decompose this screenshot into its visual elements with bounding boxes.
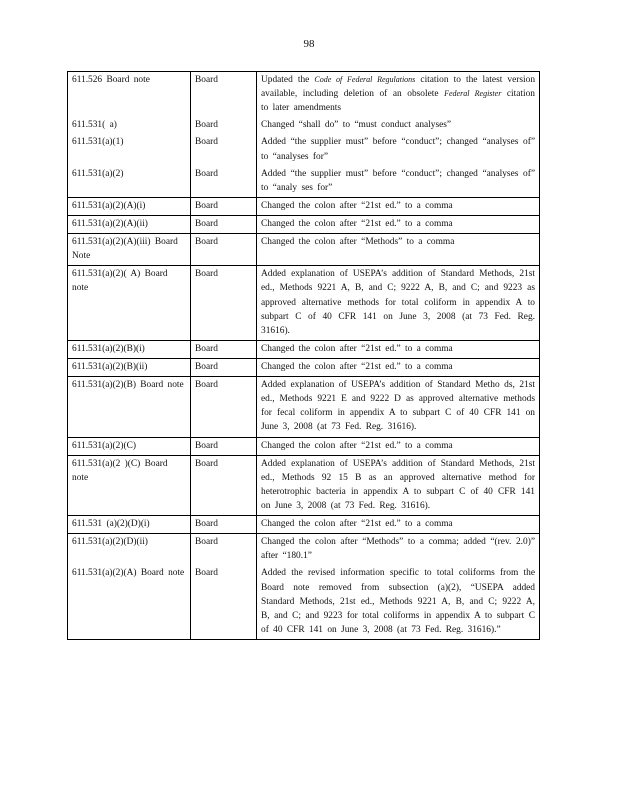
description-cell: Added explanation of USEPA’s addition of Standard Methods, 21st ed., Methods 92 15 B as an approved alternative method for heterotrophic bacteria in appendix A to subpart C of 40 CFR 141 on June 3, 2008 (at 73 Fed. Reg. 31616). [257, 455, 540, 515]
cfr-title: Code of Federal Regulations [314, 75, 416, 84]
table-row [68, 117, 540, 134]
section-cell: 611.531(a)(2)(B)(ii) [68, 358, 191, 376]
table-row [68, 358, 540, 376]
table-row [68, 565, 540, 639]
by-cell: Board [191, 534, 257, 566]
table-row [68, 134, 540, 165]
section-cell: 611.531(a)(2 )(C) Board note [68, 455, 191, 515]
by-cell: Board [191, 197, 257, 215]
description-cell: Changed the colon after “Methods” to a comma [257, 234, 540, 266]
by-cell: Board [191, 340, 257, 358]
by-cell: Board [191, 72, 257, 118]
table-row [68, 340, 540, 358]
section-cell: 611.531(a)(2)(A)(iii) Board Note [68, 234, 191, 266]
section-cell: 611.531(a)(2)(B)(i) [68, 340, 191, 358]
section-cell: 611.531(a)(2)(B) Board note [68, 377, 191, 437]
table-row [68, 215, 540, 233]
description-cell: Changed the colon after “21st ed.” to a comma [257, 437, 540, 455]
table-row [68, 534, 540, 566]
description-cell: Added “the supplier must” before “conduct”; changed “analyses of” to “analy ses for” [257, 166, 540, 198]
table-row [68, 166, 540, 198]
description-cell: Added explanation of USEPA’s addition of Standard Methods, 21st ed., Methods 9221 A, B, and C; 9222 A, B, and C; and 9223 as approved alternative methods for total coliform in appendix A to subpart C of 40 CFR 141 on June 3, 2008 (at 73 Fed. Reg. 31616). [257, 266, 540, 341]
table-row [68, 455, 540, 515]
section-cell: 611.531(a)(2)( A) Board note [68, 266, 191, 341]
table-row [68, 437, 540, 455]
by-cell: Board [191, 234, 257, 266]
section-cell: 611.531(a)(2)(A)(i) [68, 197, 191, 215]
table-row [68, 234, 540, 266]
by-cell: Board [191, 215, 257, 233]
by-cell: Board [191, 166, 257, 198]
fed-register-title: Federal Register [444, 89, 502, 99]
description-cell: Changed the colon after “21st ed.” to a comma [257, 215, 540, 233]
table-row [68, 377, 540, 437]
by-cell: Board [191, 134, 257, 165]
table-row [68, 516, 540, 534]
section-cell: 611.531( a) [68, 117, 191, 134]
by-cell: Board [191, 117, 257, 134]
section-cell: 611.531(a)(1) [68, 134, 191, 165]
by-cell: Board [191, 455, 257, 515]
description-cell: Changed the colon after “21st ed.” to a comma [257, 358, 540, 376]
section-cell: 611.531 (a)(2)(D)(i) [68, 516, 191, 534]
section-cell: 611.531(a)(2)(A) Board note [68, 565, 191, 639]
section-cell: 611.531(a)(2)(C) [68, 437, 191, 455]
by-cell: Board [191, 516, 257, 534]
description-cell: Changed the colon after “21st ed.” to a comma [257, 197, 540, 215]
section-cell: 611.531(a)(2) [68, 166, 191, 198]
section-cell: 611.526 Board note [68, 72, 191, 118]
table-row [68, 197, 540, 215]
description-cell: Changed “shall do” to “must conduct analyses” [257, 117, 540, 134]
table-row [68, 266, 540, 341]
by-cell: Board [191, 565, 257, 639]
page-number: 98 [303, 38, 315, 50]
section-cell: 611.531(a)(2)(D)(ii) [68, 534, 191, 566]
by-cell: Board [191, 358, 257, 376]
table-row [68, 72, 540, 118]
description-cell: Updated the Code of Federal Regulations citation to the latest version available, including deletion of an obsolete Federal Register citation to later amendments [257, 72, 540, 118]
amendments-table [67, 71, 540, 640]
section-cell: 611.531(a)(2)(A)(ii) [68, 215, 191, 233]
description-cell: Added explanation of USEPA’s addition of Standard Metho ds, 21st ed., Methods 9221 E and 9222 D as approved alternative methods for fecal coliform in appendix A to subpart C of 40 CFR 141 on June 3, 2008 (at 73 Fed. Reg. 31616). [257, 377, 540, 437]
by-cell: Board [191, 437, 257, 455]
description-cell: Changed the colon after “21st ed.” to a comma [257, 340, 540, 358]
by-cell: Board [191, 266, 257, 341]
description-cell: Changed the colon after “21st ed.” to a comma [257, 516, 540, 534]
description-cell: Changed the colon after “Methods” to a comma; added “(rev. 2.0)” after “180.1” [257, 534, 540, 566]
description-cell: Added “the supplier must” before “conduct”; changed “analyses of” to “analyses for” [257, 134, 540, 165]
by-cell: Board [191, 377, 257, 437]
description-cell: Added the revised information specific to total coliforms from the Board note removed from subsection (a)(2), “USEPA added Standard Methods, 21st ed., Methods 9221 A, B, and C; 9222 A, B, and C; and 9223 for total coliforms in appendix A to subpart C of 40 CFR 141 on June 3, 2008 (at 73 Fed. Reg. 31616).” [257, 565, 540, 639]
